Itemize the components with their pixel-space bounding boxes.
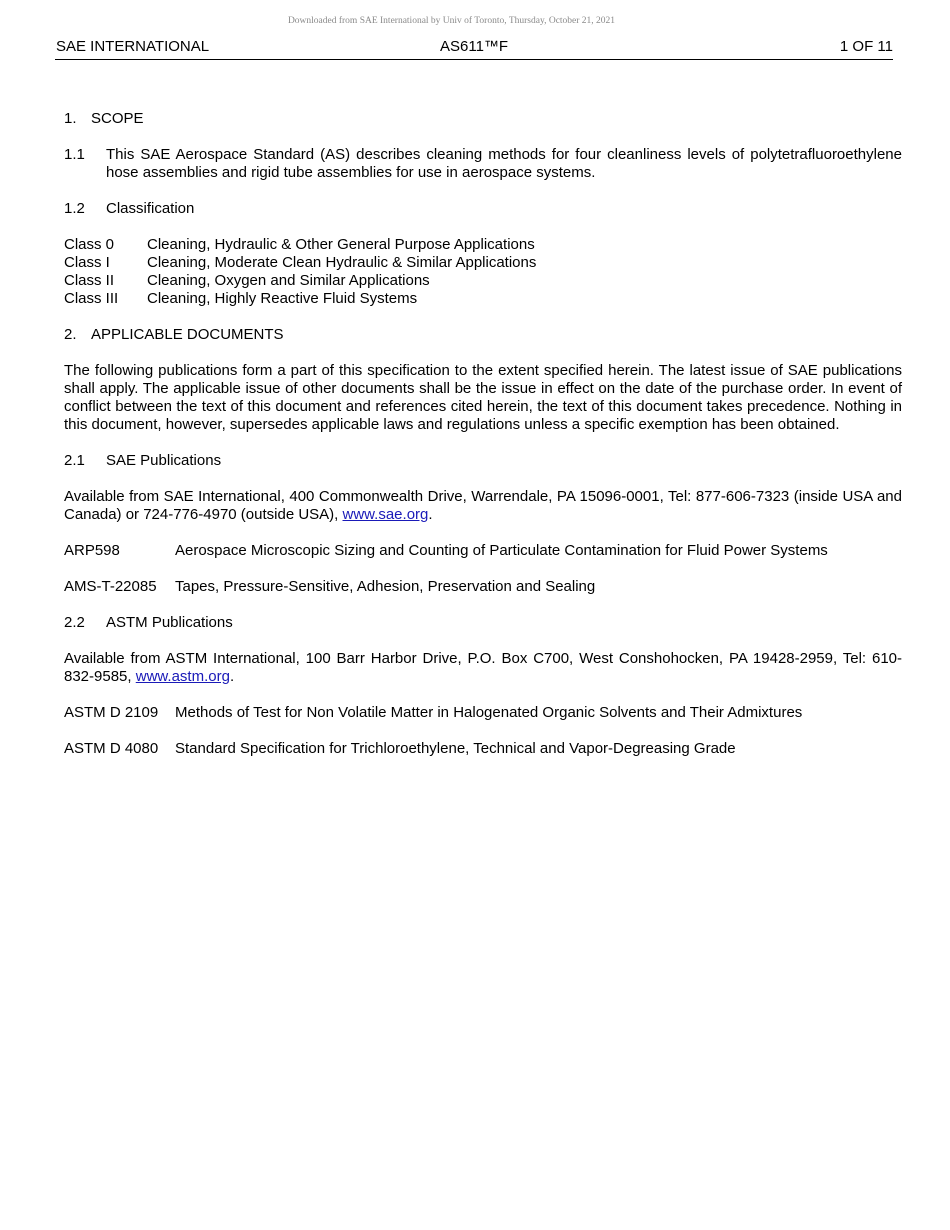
section-number: 1. [64,110,77,127]
header-org: SAE INTERNATIONAL [56,38,210,55]
section-text: This SAE Aerospace Standard (AS) describes cleaning methods for four cleanliness levels of polytetrafluoroethylene hose assemblies and rigid tube assemblies for use in aerospace systems. [106,146,902,181]
classification-list [64,236,902,308]
class-code: Class I [64,254,110,271]
availability-text: Available from SAE International, 400 Commonwealth Drive, Warrendale, PA 15096-0001, Tel: 877-606-7323 (inside USA and Canada) or 724-776-4970 (outside USA), [64,488,902,523]
availability-text: Available from ASTM International, 100 Barr Harbor Drive, P.O. Box C700, West Conshohocken, PA 19428-2959, Tel: 610-832-9585, [64,650,902,685]
astm-website-link[interactable]: www.astm.org [135,668,230,685]
section-title: ASTM Publications [106,614,233,631]
section-number: 2. [64,326,77,343]
reference-row [64,542,902,560]
class-description: Cleaning, Oxygen and Similar Applications [147,272,430,289]
section-1-2-heading [64,200,902,218]
astm-availability [64,650,902,686]
header-doc-id: AS611™F [440,38,509,55]
section-number: 2.1 [64,452,85,469]
reference-code: ASTM D 2109 [64,704,159,721]
section-number: 1.2 [64,200,85,217]
section-title: APPLICABLE DOCUMENTS [91,326,284,343]
class-description: Cleaning, Moderate Clean Hydraulic & Similar Applications [147,254,537,271]
sae-availability [64,488,902,524]
class-row [64,254,902,272]
section-2-1-heading [64,452,902,470]
page-header [55,38,893,60]
class-code: Class 0 [64,236,115,253]
section-title: SCOPE [91,110,144,127]
section-1-heading [64,110,902,128]
sae-website-link[interactable]: www.sae.org [342,506,429,523]
reference-row [64,578,902,596]
section-1-1 [64,146,902,182]
header-page-number: 1 OF 11 [839,38,893,55]
sentence-end: . [229,668,235,685]
class-row [64,236,902,254]
reference-code: ARP598 [64,542,120,559]
reference-title: Standard Specification for Trichloroethylene, Technical and Vapor-Degreasing Grade [175,740,736,757]
section-2-intro: The following publications form a part of this specification to the extent specified herein. The latest issue of SAE publications shall apply. The applicable issue of other documents shall be the issue in effect on the date of the purchase order. In event of conflict between the text of this document and references cited herein, the text of this document takes precedence. Nothing in this document, however, supersedes applicable laws and regulations unless a specific exemption has been obtained. [64,362,902,433]
section-title: Classification [106,200,195,217]
reference-code: ASTM D 4080 [64,740,159,757]
section-number: 1.1 [64,146,85,163]
section-title: SAE Publications [106,452,222,469]
reference-row [64,740,902,758]
document-body [64,110,902,776]
section-2-heading [64,326,902,344]
reference-title: Tapes, Pressure-Sensitive, Adhesion, Preservation and Sealing [175,578,596,595]
reference-title: Aerospace Microscopic Sizing and Counting of Particulate Contamination for Fluid Power Systems [175,542,828,559]
class-code: Class II [64,272,115,289]
reference-title: Methods of Test for Non Volatile Matter in Halogenated Organic Solvents and Their Admixtures [175,704,803,721]
reference-code: AMS-T-22085 [64,578,157,595]
class-row [64,290,902,308]
reference-row [64,704,902,722]
download-watermark: Downloaded from SAE International by Univ of Toronto, Thursday, October 21, 2021 [287,16,616,26]
class-code: Class III [64,290,119,307]
class-description: Cleaning, Hydraulic & Other General Purpose Applications [147,236,535,253]
section-number: 2.2 [64,614,85,631]
sentence-end: . [428,506,433,523]
class-row [64,272,902,290]
section-2-2-heading [64,614,902,632]
class-description: Cleaning, Highly Reactive Fluid Systems [147,290,418,307]
